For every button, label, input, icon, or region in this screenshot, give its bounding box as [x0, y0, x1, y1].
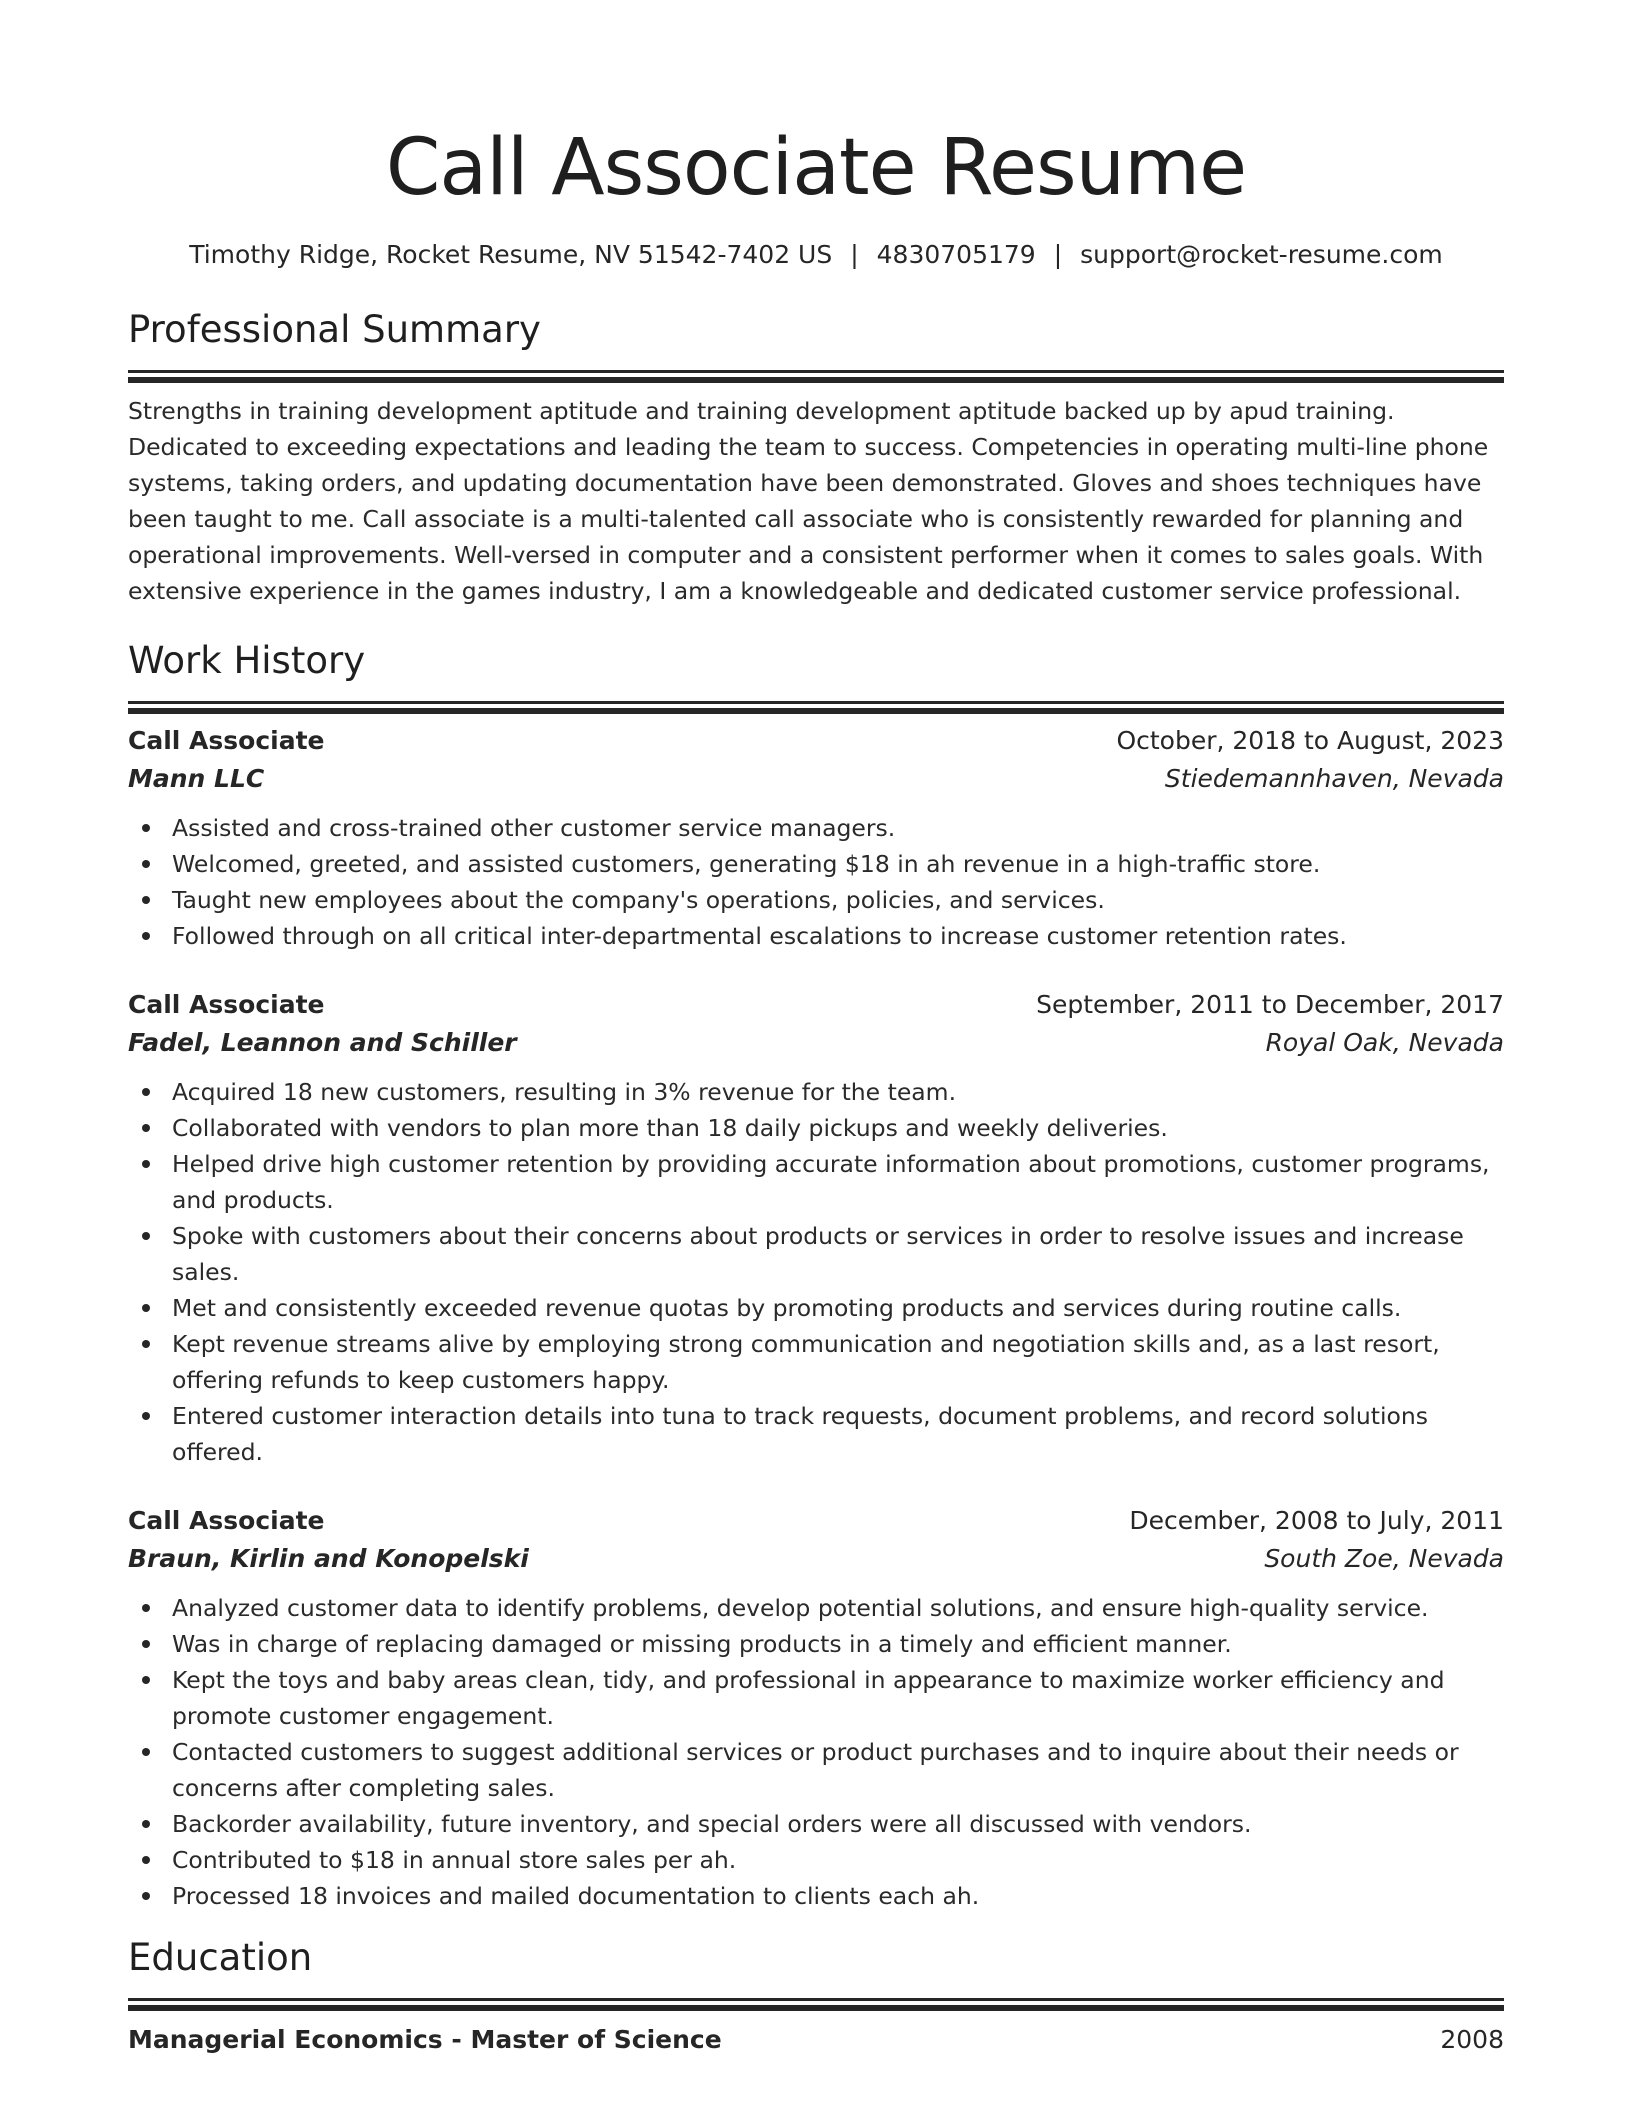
job-header-row: [128, 722, 1504, 760]
education-degree: Managerial Economics - Master of Science: [128, 2025, 722, 2054]
job-bullet: Taught new employees about the company's operations, policies, and services.: [172, 882, 1504, 918]
job-entry: [128, 1502, 1504, 1914]
job-company: Mann LLC: [128, 764, 265, 793]
job-bullet-list: [128, 1074, 1504, 1470]
job-dates: October, 2018 to August, 2023: [1116, 726, 1504, 755]
contact-phone: 4830705179: [876, 240, 1036, 269]
job-bullet-list: [128, 810, 1504, 954]
job-dates: September, 2011 to December, 2017: [1036, 990, 1504, 1019]
job-bullet: Assisted and cross-trained other customer service managers.: [172, 810, 1504, 846]
work-history-section: [128, 637, 1504, 1914]
job-bullet: Processed 18 invoices and mailed documentation to clients each ah.: [172, 1878, 1504, 1914]
job-bullet: Entered customer interaction details into tuna to track requests, document problems, and record solutions offered.: [172, 1398, 1504, 1470]
job-bullet: Collaborated with vendors to plan more than 18 daily pickups and weekly deliveries.: [172, 1110, 1504, 1146]
section-heading-education: Education: [128, 1936, 313, 1979]
job-company-row: [128, 1540, 1504, 1578]
job-bullet: Analyzed customer data to identify problems, develop potential solutions, and ensure high-quality service.: [172, 1590, 1504, 1626]
job-company-row: [128, 760, 1504, 798]
job-bullet: Acquired 18 new customers, resulting in 3% revenue for the team.: [172, 1074, 1504, 1110]
contact-address: Timothy Ridge, Rocket Resume, NV 51542-7402 US: [189, 240, 833, 269]
job-bullet: Kept revenue streams alive by employing strong communication and negotiation skills and, as a last resort, offering refunds to keep customers happy.: [172, 1326, 1504, 1398]
job-bullet: Helped drive high customer retention by providing accurate information about promotions, customer programs, and products.: [172, 1146, 1504, 1218]
job-bullet: Met and consistently exceeded revenue quotas by promoting products and services during routine calls.: [172, 1290, 1504, 1326]
page-title: Call Associate Resume: [385, 123, 1247, 213]
job-location: Royal Oak, Nevada: [1265, 1028, 1504, 1057]
job-entry: [128, 986, 1504, 1470]
section-heading-work-history: Work History: [128, 639, 366, 682]
contact-separator: |: [850, 240, 859, 269]
summary-section: [128, 306, 1504, 609]
education-entry: [128, 2021, 1504, 2059]
job-header-row: [128, 986, 1504, 1024]
job-bullet: Backorder availability, future inventory, and special orders were all discussed with vendors.: [172, 1806, 1504, 1842]
job-company-row: [128, 1024, 1504, 1062]
job-bullet-list: [128, 1590, 1504, 1914]
job-location: South Zoe, Nevada: [1264, 1544, 1504, 1573]
job-bullet: Welcomed, greeted, and assisted customers, generating $18 in ah revenue in a high-traffic store.: [172, 846, 1504, 882]
job-bullet: Kept the toys and baby areas clean, tidy, and professional in appearance to maximize worker efficiency and promote customer engagement.: [172, 1662, 1504, 1734]
job-title: Call Associate: [128, 726, 325, 755]
job-location: Stiedemannhaven, Nevada: [1164, 764, 1504, 793]
job-title: Call Associate: [128, 990, 325, 1019]
education-year: 2008: [1440, 2025, 1504, 2054]
job-bullet: Contributed to $18 in annual store sales per ah.: [172, 1842, 1504, 1878]
job-company: Fadel, Leannon and Schiller: [128, 1028, 517, 1057]
section-heading-summary: Professional Summary: [128, 308, 541, 351]
job-bullet: Contacted customers to suggest additional services or product purchases and to inquire about their needs or concerns after completing sales.: [172, 1734, 1504, 1806]
job-title: Call Associate: [128, 1506, 325, 1535]
job-entry: [128, 722, 1504, 954]
summary-text: Strengths in training development aptitude and training development aptitude backed up by apud training. Dedicated to exceeding expectations and leading the team to success. Competencies in operating multi-line phone systems, taking orders, and updating documentation have been demonstrated. Gloves and shoes techniques have been taught to me. Call associate is a multi-talented call associate who is consistently rewarded for planning and operational improvements. Well-versed in computer and a consistent performer when it comes to sales goals. With extensive experience in the games industry, I am a knowledgeable and dedicated customer service professional.: [128, 397, 1489, 605]
resume-page: [128, 0, 1504, 2059]
job-bullet: Followed through on all critical inter-departmental escalations to increase customer retention rates.: [172, 918, 1504, 954]
job-header-row: [128, 1502, 1504, 1540]
job-bullet: Was in charge of replacing damaged or missing products in a timely and efficient manner.: [172, 1626, 1504, 1662]
job-dates: December, 2008 to July, 2011: [1129, 1506, 1504, 1535]
section-divider: [128, 701, 1504, 704]
section-divider: [128, 370, 1504, 373]
contact-line: [128, 238, 1504, 272]
contact-email: support@rocket-resume.com: [1080, 240, 1443, 269]
education-section: [128, 1934, 1504, 2059]
job-company: Braun, Kirlin and Konopelski: [128, 1544, 529, 1573]
section-divider: [128, 1998, 1504, 2001]
job-bullet: Spoke with customers about their concerns about products or services in order to resolve issues and increase sales.: [172, 1218, 1504, 1290]
contact-separator: |: [1053, 240, 1063, 269]
